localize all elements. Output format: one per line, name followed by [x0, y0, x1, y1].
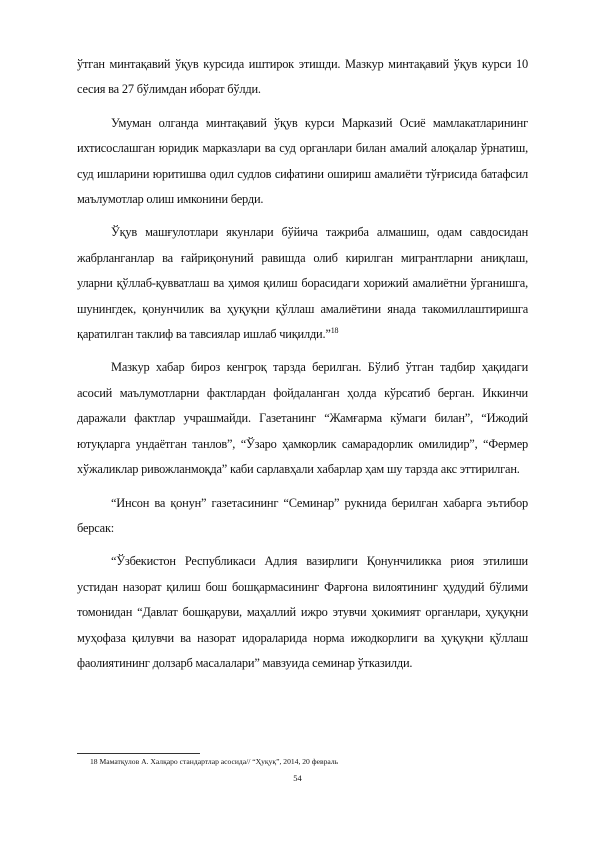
footnote-separator	[77, 753, 200, 754]
footnote: 18 Маматқулов А. Халқаро стандартлар асосида// “Ҳуқуқ”, 2014, 20 февраль	[90, 757, 339, 766]
body-text	[77, 52, 528, 676]
paragraph-4: Мазкур хабар бироз кенгроқ тарзда берилган. Бўлиб ўтган тадбир ҳақидаги асосий маълумотларни фактлардан фойдаланган ҳолда кўрсатиб берган. Иккинчи даражали фактлар учрашмайди. Газетанинг “Жамғарма кўмаги билан”, “Ижодий ютуқларга ундаётган танлов”, “Ўзаро ҳамкорлик самарадорлик омилидир”, “Фермер хўжаликлар ривожланмоқда” каби сарлавҳали хабарлар ҳам шу тарзда акс эттирилган.	[77, 360, 528, 477]
paragraph-3	[77, 220, 528, 347]
paragraph-3-text: Ўқув машғулотлари якунлари бўйича тажриба алмашиш, одам савдосидан жабрланганлар ва ғайриқонуний равишда олиб кирилган мигрантларни аниқлаш, уларни қўллаб-қувватлаш ва ҳимоя қилиш борасидаги хорижий амалиётни ўрганишга, шунингдек, қонунчилик ва ҳуқуқни қўллаш амалиётини янада такомиллаштиришга қаратилган таклиф ва тавсиялар ишлаб чиқилди.”	[77, 225, 528, 342]
footnote-reference[interactable]: 18	[330, 325, 339, 335]
page-number: 54	[293, 773, 302, 783]
paragraph-6: “Ўзбекистон Республикаси Адлия вазирлиги Қонунчиликка риоя этилиши устидан назорат қилиш бош бошқармасининг Фарғона вилоятининг ҳудудий бўлими томонидан “Давлат бошқаруви, маҳаллий ижро этувчи ҳокимият органлари, ҳуқуқни муҳофаза қилувчи ва назорат идораларида норма ижодкорлиги ва ҳуқуқни қўллаш фаолиятининг долзарб масалалари” мавзуида семинар ўтказилди.	[77, 554, 528, 670]
paragraph-1: ўтган минтақавий ўқув курсида иштирок этишди. Мазкур минтақавий ўқув курси 10 сесия ва 27 бўлимдан иборат бўлди.	[77, 57, 528, 97]
paragraph-5: “Инсон ва қонун” газетасининг “Семинар” рукнида берилган хабарга эътибор берсак:	[77, 495, 528, 535]
paragraph-2: Умуман олганда минтақавий ўқув курси Марказий Осиё мамлакатларининг ихтисослашган юридик марказлари ва суд органлари билан амалий алоқалар ўрнатиш, суд ишларини юритишва одил судлов сифатини ошириш амалиёти тўғрисида батафсил маълумотлар олиш имконини берди.	[77, 115, 528, 207]
